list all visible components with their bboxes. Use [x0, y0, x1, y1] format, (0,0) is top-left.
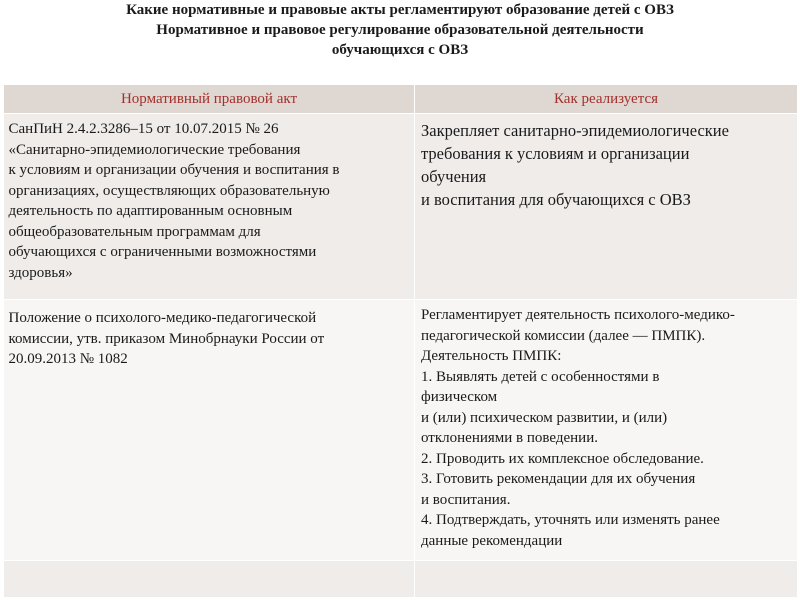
implementation-line: отклонениями в поведении.: [421, 430, 598, 446]
implementation-line: Деятельность ПМПК:: [421, 348, 562, 364]
implementation-line: 4. Подтверждать, уточнять или изменять ранее: [421, 512, 720, 528]
page-title: [0, 0, 800, 60]
act-line: «Санитарно-эпидемиологические требования: [8, 141, 301, 158]
act-cell: [4, 114, 415, 300]
implementation-line: требования к условиям и организации: [421, 144, 690, 163]
implementation-cell: [415, 114, 798, 300]
act-cell: [4, 300, 415, 561]
implementation-text: [415, 300, 797, 551]
act-line: 20.09.2013 № 1082: [8, 351, 128, 367]
implementation-line: и воспитания для обучающихся с ОВЗ: [421, 190, 691, 209]
implementation-line: и воспитания.: [421, 491, 511, 508]
implementation-text: [415, 114, 797, 211]
implementation-cell: [415, 300, 798, 561]
act-text: [4, 300, 415, 370]
act-line: обучающихся с ограниченными возможностями: [8, 244, 317, 260]
implementation-line: 3. Готовить рекомендации для их обучения: [421, 471, 696, 487]
implementation-cell-empty: [415, 561, 798, 598]
header-implementation: Как реализуется: [415, 85, 798, 114]
table-row: [4, 114, 798, 300]
act-line: комиссии, утв. приказом Минобрнауки России от: [8, 330, 325, 347]
act-line: Положение о психолого-медико-педагогической: [8, 310, 317, 326]
implementation-line: физическом: [421, 389, 498, 405]
title-line-2: Нормативное и правовое регулирование образовательной деятельности: [156, 22, 644, 38]
implementation-line: и (или) психическом развитии, и (или): [421, 409, 668, 426]
act-text: [4, 114, 415, 283]
implementation-line: обучения: [421, 167, 487, 186]
act-line: общеобразовательным программам для: [8, 223, 261, 240]
title-line-1: Какие нормативные и правовые акты регламентируют образование детей с ОВЗ: [126, 2, 674, 18]
act-cell-empty: [4, 561, 415, 598]
act-line: деятельность по адаптированным основным: [8, 203, 293, 219]
implementation-line: данные рекомендации: [421, 532, 563, 549]
act-line: здоровья»: [8, 264, 73, 281]
implementation-line: педагогической комиссии (далее — ПМПК).: [421, 327, 706, 344]
table-header-row: [4, 85, 798, 114]
implementation-line: 2. Проводить их комплексное обследование.: [421, 450, 704, 467]
implementation-line: Закрепляет санитарно-эпидемиологические: [421, 121, 729, 140]
act-line: СанПиН 2.4.2.3286–15 от 10.07.2015 № 26: [8, 121, 279, 137]
regulations-table: [3, 84, 798, 598]
implementation-line: 1. Выявлять детей с особенностями в: [421, 368, 660, 385]
implementation-line: Регламентирует деятельность психолого-медико-: [421, 307, 735, 323]
act-line: организациях, осуществляющих образовательную: [8, 182, 330, 199]
table-row: [4, 300, 798, 561]
title-line-3: обучающихся с ОВЗ: [331, 42, 469, 58]
table-row-empty: [4, 561, 798, 598]
header-act: Нормативный правовой акт: [4, 85, 415, 114]
act-line: к условиям и организации обучения и воспитания в: [8, 162, 340, 178]
